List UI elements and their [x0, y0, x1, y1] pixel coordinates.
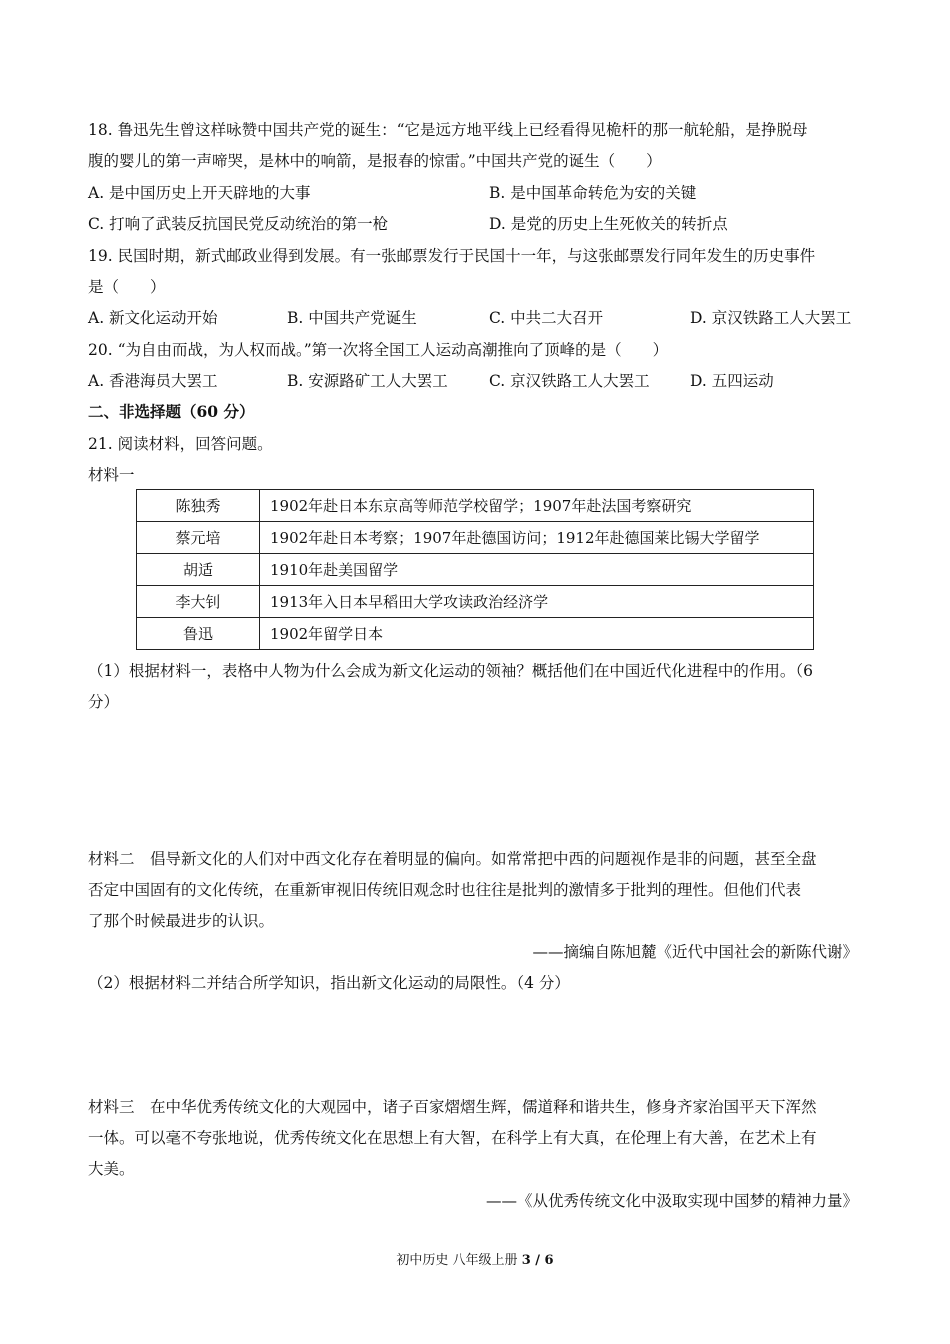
q20-option-c: C. 京汉铁路工人大罢工	[489, 372, 650, 390]
table-row	[137, 554, 814, 586]
material2-line3: 了那个时候最进步的认识。	[88, 912, 275, 930]
material2-line2: 否定中国固有的文化传统，在重新审视旧传统旧观念时也往往是批判的激情多于批判的理性。但他们代表	[88, 881, 802, 899]
table-cell-name: 蔡元培	[137, 522, 260, 554]
q19-option-a: A. 新文化运动开始	[88, 309, 218, 327]
page-number: 3 / 6	[521, 1253, 554, 1268]
material2-line1: 材料二 倡导新文化的人们对中西文化存在着明显的偏向。如常常把中西的问题视作是非的问题，甚至全盘	[88, 850, 817, 868]
table-cell-desc: 1913年入日本早稻田大学攻读政治经济学	[260, 586, 814, 618]
q20-option-b: B. 安源路矿工人大罢工	[287, 372, 448, 390]
table-cell-name: 陈独秀	[137, 490, 260, 522]
q18-option-c: C. 打响了武装反抗国民党反动统治的第一枪	[88, 215, 389, 233]
q19-option-d: D. 京汉铁路工人大罢工	[690, 309, 852, 327]
table-cell-name: 鲁迅	[137, 618, 260, 650]
q18-option-a: A. 是中国历史上开天辟地的大事	[88, 184, 311, 202]
table-cell-name: 李大钊	[137, 586, 260, 618]
q20-stem: 20. “为自由而战，为人权而战。”第一次将全国工人运动高潮推向了顶峰的是（ ）	[88, 341, 669, 359]
material3-line2: 一体。可以毫不夸张地说，优秀传统文化在思想上有大智，在科学上有大真，在伦理上有大善，在艺术上有	[88, 1129, 817, 1147]
q18-option-b: B. 是中国革命转危为安的关键	[489, 184, 697, 202]
q21-sub1-line1: （1）根据材料一，表格中人物为什么会成为新文化运动的领袖？概括他们在中国近代化进程中的作用。（6	[88, 662, 813, 680]
material1-label: 材料一	[88, 466, 135, 484]
q21-sub1-line2: 分）	[88, 693, 120, 711]
q18-stem-line2: 腹的婴儿的第一声啼哭，是林中的响箭，是报春的惊雷。”中国共产党的诞生（ ）	[88, 152, 662, 170]
q18-stem-line1: 18. 鲁迅先生曾这样咏赞中国共产党的诞生：“它是远方地平线上已经看得见桅杆的那一航轮船，是挣脱母	[88, 121, 808, 139]
q19-stem-line1: 19. 民国时期，新式邮政业得到发展。有一张邮票发行于民国十一年，与这张邮票发行同年发生的历史事件	[88, 247, 816, 265]
q20-option-a: A. 香港海员大罢工	[88, 372, 218, 390]
q19-option-c: C. 中共二大召开	[489, 309, 604, 327]
table-row	[137, 586, 814, 618]
q19-option-b: B. 中国共产党诞生	[287, 309, 417, 327]
table-cell-desc: 1902年赴日本考察；1907年赴德国访问；1912年赴德国莱比锡大学留学	[260, 522, 814, 554]
q18-option-d: D. 是党的历史上生死攸关的转折点	[489, 215, 728, 233]
q20-option-d: D. 五四运动	[690, 372, 774, 390]
q19-stem-line2: 是（ ）	[88, 278, 166, 296]
material3-source: ——《从优秀传统文化中汲取实现中国梦的精神力量》	[485, 1192, 858, 1210]
q21-sub2: （2）根据材料二并结合所学知识，指出新文化运动的局限性。（4 分）	[88, 974, 570, 992]
table-cell-desc: 1910年赴美国留学	[260, 554, 814, 586]
table-row	[137, 522, 814, 554]
table-row	[137, 618, 814, 650]
q21-stem: 21. 阅读材料，回答问题。	[88, 435, 273, 453]
material1-table	[136, 489, 814, 650]
material3-line1: 材料三 在中华优秀传统文化的大观园中，诸子百家熠熠生辉，儒道释和谐共生，修身齐家治国平天下浑然	[88, 1098, 817, 1116]
page-footer	[0, 1249, 950, 1268]
material2-source: ——摘编自陈旭麓《近代中国社会的新陈代谢》	[532, 943, 858, 961]
material3-line3: 大美。	[88, 1160, 135, 1178]
section2-title: 二、非选择题（60 分）	[88, 402, 255, 421]
table-cell-desc: 1902年赴日本东京高等师范学校留学；1907年赴法国考察研究	[260, 490, 814, 522]
table-cell-name: 胡适	[137, 554, 260, 586]
table-row	[137, 490, 814, 522]
footer-text: 初中历史 八年级上册	[396, 1253, 522, 1268]
table-cell-desc: 1902年留学日本	[260, 618, 814, 650]
